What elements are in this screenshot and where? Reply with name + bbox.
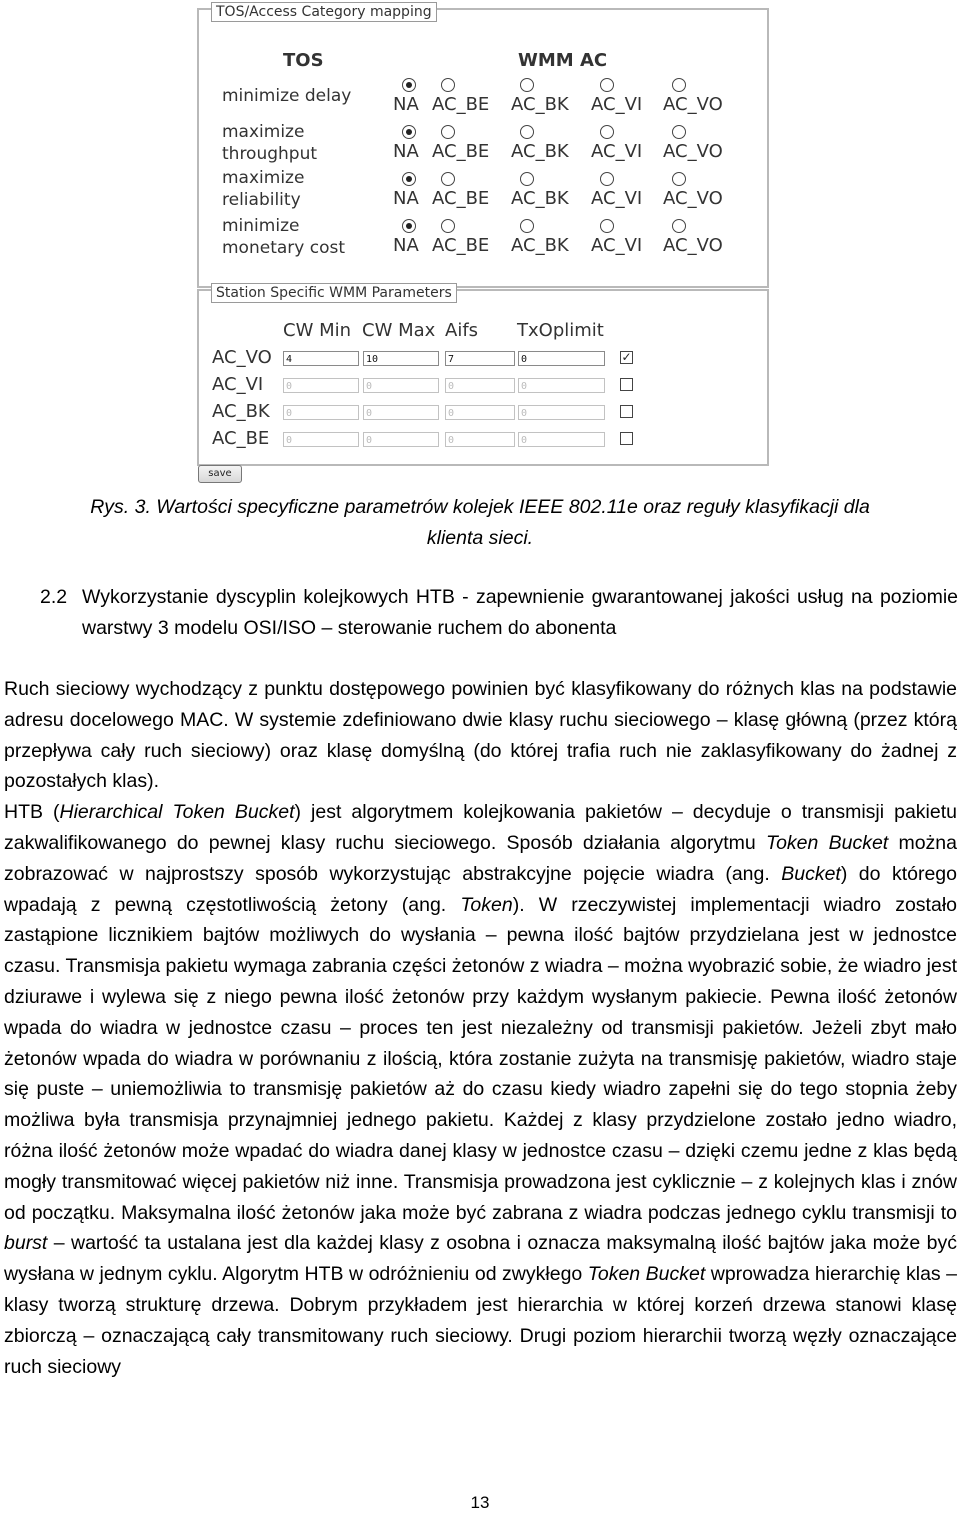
italic-term: Bucket: [781, 862, 841, 885]
txoplimit-input[interactable]: 0: [518, 378, 605, 393]
txoplimit-input[interactable]: 0: [518, 405, 605, 420]
wmm-ac-option[interactable]: [663, 78, 743, 115]
wmm-params-legend: Station Specific WMM Parameters: [211, 283, 457, 303]
wmm-ac-option[interactable]: [591, 125, 671, 162]
wmm-ac-option[interactable]: [663, 125, 743, 162]
option-label: AC_BK: [511, 235, 569, 256]
option-label: NA: [393, 188, 419, 209]
cwmin-input[interactable]: 4: [283, 351, 359, 366]
section-title: Wykorzystanie dyscyplin kolejkowych HTB - zapewnienie gwarantowanej jakości usług na poziomie warstwy 3 modelu OSI/ISO – sterowanie ruchem do abonenta: [82, 586, 958, 639]
cwmax-input[interactable]: 0: [363, 378, 439, 393]
tos-header: TOS: [283, 50, 324, 71]
tos-mapping-legend: TOS/Access Category mapping: [211, 2, 437, 22]
radio-button[interactable]: [600, 125, 614, 139]
wmm-ac-option[interactable]: [432, 125, 512, 162]
tos-row-label-line: monetary cost: [222, 238, 346, 258]
option-label: AC_VI: [591, 141, 643, 162]
wmm-ac-option[interactable]: [511, 219, 591, 256]
enable-checkbox[interactable]: [620, 432, 633, 445]
enable-checkbox[interactable]: [620, 405, 633, 418]
section-number: 2.2: [40, 586, 68, 608]
tos-row-label-line: maximize: [222, 168, 305, 188]
radio-button[interactable]: [600, 219, 614, 233]
text-run: HTB (: [4, 801, 60, 824]
save-button[interactable]: save: [198, 465, 242, 483]
wmm-ac-option[interactable]: [663, 172, 743, 209]
tos-row-label: [222, 85, 351, 107]
radio-button[interactable]: [672, 172, 686, 186]
tos-row-label: [222, 121, 317, 165]
access-category-label: AC_VO: [212, 347, 272, 368]
tos-row-label-line: minimize: [222, 216, 300, 236]
radio-button[interactable]: [441, 219, 455, 233]
tos-row-label-line: maximize: [222, 122, 305, 142]
radio-button[interactable]: [402, 125, 416, 139]
option-label: AC_BE: [432, 94, 490, 115]
cwmin-input[interactable]: 0: [283, 405, 359, 420]
wmm-ac-option[interactable]: [511, 125, 591, 162]
aifs-input[interactable]: 7: [445, 351, 515, 366]
tos-row-label-line: throughput: [222, 144, 318, 164]
figure-caption: [0, 492, 960, 554]
paragraph-2: [4, 797, 957, 1382]
aifs-input[interactable]: 0: [445, 432, 515, 447]
option-label: AC_BE: [432, 235, 490, 256]
txoplimit-input[interactable]: 0: [518, 432, 605, 447]
italic-term: Token: [460, 893, 513, 916]
option-label: AC_VO: [663, 188, 723, 209]
access-category-label: AC_BK: [212, 401, 270, 422]
wmm-ac-option[interactable]: [591, 219, 671, 256]
tos-row-label-line: reliability: [222, 190, 301, 210]
aifs-input[interactable]: 0: [445, 405, 515, 420]
tos-row-label: [222, 167, 304, 211]
cwmin-header: CW Min: [283, 320, 352, 341]
option-label: AC_BK: [511, 188, 569, 209]
text-run: ) do którego wpadają z pewną częstotliwością żetony (ang.: [4, 862, 957, 916]
access-category-label: AC_VI: [212, 374, 264, 395]
section-heading: [40, 582, 958, 644]
radio-button[interactable]: [441, 172, 455, 186]
radio-button[interactable]: [600, 172, 614, 186]
option-label: AC_VO: [663, 235, 723, 256]
enable-checkbox[interactable]: [620, 378, 633, 391]
text-run: wprowadza hierarchię klas – klasy tworzą strukturę drzewa. Dobrym przykładem jest hierarchia w której korzeń drzewa stanowi klasę zbiorczą – oznaczającą cały transmitowany ruch sieciowy. Drugi poziom hierarchii tworzą węzły oznaczające ruch sieciowy: [4, 1263, 957, 1378]
wmm-ac-option[interactable]: [663, 219, 743, 256]
page-number: 13: [470, 1493, 490, 1512]
radio-button[interactable]: [520, 172, 534, 186]
option-label: AC_VO: [663, 94, 723, 115]
body-text: [4, 674, 957, 1382]
italic-term: Hierarchical Token Bucket: [59, 801, 295, 824]
italic-term: Token Bucket: [587, 1263, 706, 1286]
cwmin-input[interactable]: 0: [283, 432, 359, 447]
caption-line-2: klienta sieci.: [426, 527, 534, 549]
aifs-input[interactable]: 0: [445, 378, 515, 393]
wmm-ac-option[interactable]: [432, 172, 512, 209]
caption-line-1: Rys. 3. Wartości specyficzne parametrów kolejek IEEE 802.11e oraz reguły klasyfikacji dla: [90, 496, 870, 518]
cwmax-header: CW Max: [362, 320, 436, 341]
text-run: – wartość ta ustalana jest dla każdej klasy z osobna i oznacza maksymalną ilość bajtów jaka może być wysłana w jednym cyklu. Algorytm HTB w odróżnieniu od zwykłego: [4, 1232, 957, 1286]
option-label: AC_VI: [591, 235, 643, 256]
enable-checkbox[interactable]: ✓: [621, 350, 632, 364]
txoplimit-input[interactable]: 0: [518, 351, 605, 366]
option-label: NA: [393, 141, 419, 162]
radio-button[interactable]: [402, 219, 416, 233]
cwmax-input[interactable]: 10: [363, 351, 439, 366]
radio-button[interactable]: [520, 219, 534, 233]
option-label: NA: [393, 235, 419, 256]
wmm-ac-option[interactable]: [511, 172, 591, 209]
aifs-header: Aifs: [445, 320, 479, 341]
paragraph-1: Ruch sieciowy wychodzący z punktu dostępowego powinien być klasyfikowany do różnych klas na podstawie adresu docelowego MAC. W systemie zdefiniowano dwie klasy ruchu sieciowego – klasę główną (przez którą przepływa cały ruch sieciowy) oraz klasę domyślną (do której trafia ruch nie zaklasyfikowany do żadnej z pozostałych klas).: [4, 678, 957, 793]
radio-button[interactable]: [520, 125, 534, 139]
wmm-ac-option[interactable]: [432, 219, 512, 256]
wmm-ac-option[interactable]: [511, 78, 591, 115]
cwmax-input[interactable]: 0: [363, 405, 439, 420]
wmm-ac-option[interactable]: [591, 172, 671, 209]
italic-term: burst: [4, 1232, 48, 1255]
cwmin-input[interactable]: 0: [283, 378, 359, 393]
router-config-screenshot: [195, 0, 767, 486]
option-label: AC_VO: [663, 141, 723, 162]
text-run: ) jest algorytmem kolejkowania pakietów – decyduje o transmisji pakietu zakwalifikowanego do pewnej klasy ruchu sieciowego. Sposób działania algorytmu: [4, 801, 957, 854]
radio-button[interactable]: [402, 78, 416, 92]
option-label: AC_VI: [591, 94, 643, 115]
radio-button[interactable]: [600, 78, 614, 92]
text-run: można zobrazować w najprostszy sposób wykorzystując abstrakcyjne pojęcie wiadra (ang.: [4, 831, 957, 885]
access-category-label: AC_BE: [212, 428, 270, 449]
radio-button[interactable]: [520, 78, 534, 92]
wmm-ac-option[interactable]: [591, 78, 671, 115]
txoplimit-header: TxOplimit: [517, 320, 604, 341]
option-label: AC_VI: [591, 188, 643, 209]
tos-row-label: [222, 215, 345, 259]
tos-row-label-line: minimize delay: [222, 86, 352, 106]
option-label: AC_BE: [432, 188, 490, 209]
text-run: ). W rzeczywistej implementacji wiadro zostało zastąpione licznikiem bajtów możliwych do wysłania – pewna ilość bajtów przydzielana jest w jednostce czasu. Transmisja pakietu wymaga zabrania części żetonów z wiadra – można wyobrazić sobie, że wiadro jest dziurawe i wylewa się z niego pewna ilość żetonów przy każdym wysłanym pakiecie. Pewna ilość żetonów wpada do wiadra w jednostce czasu – proces ten jest niezależny od transmisji pakietów. Jeżeli zbyt mało żetonów wpada do wiadra w porównaniu z ilością, która zostanie zużyta na transmisję pakietów, wiadro staje się puste – uniemożliwia to transmisję pakietów aż do czasu kiedy wiadro zapełni się do tego stopnia żeby możliwa była transmisja przynajmniej jednego pakietu. Każdej z klasy przydzielone zostało jedno wiadro, różna ilość żetonów może wpadać do wiadra danej klasy w jednostce czasu – dzięki czemu jedne z klas będą mogły transmitować więcej pakietów niż inne. Transmisja prowadzona jest cyklicznie – z kolejnych klas i znów od początku. Maksymalna ilość żetonów jaka może być zabrana z wiadra podczas jednego cyklu transmisji to: [4, 893, 957, 1224]
radio-button[interactable]: [672, 78, 686, 92]
wmm-ac-header: WMM AC: [518, 50, 608, 71]
radio-button[interactable]: [672, 125, 686, 139]
option-label: AC_BE: [432, 141, 490, 162]
italic-term: Token Bucket: [765, 831, 889, 854]
option-label: AC_BK: [511, 141, 569, 162]
radio-button[interactable]: [441, 125, 455, 139]
radio-button[interactable]: [441, 78, 455, 92]
cwmax-input[interactable]: 0: [363, 432, 439, 447]
option-label: AC_BK: [511, 94, 569, 115]
wmm-ac-option[interactable]: [432, 78, 512, 115]
option-label: NA: [393, 94, 419, 115]
radio-button[interactable]: [672, 219, 686, 233]
radio-button[interactable]: [402, 172, 416, 186]
